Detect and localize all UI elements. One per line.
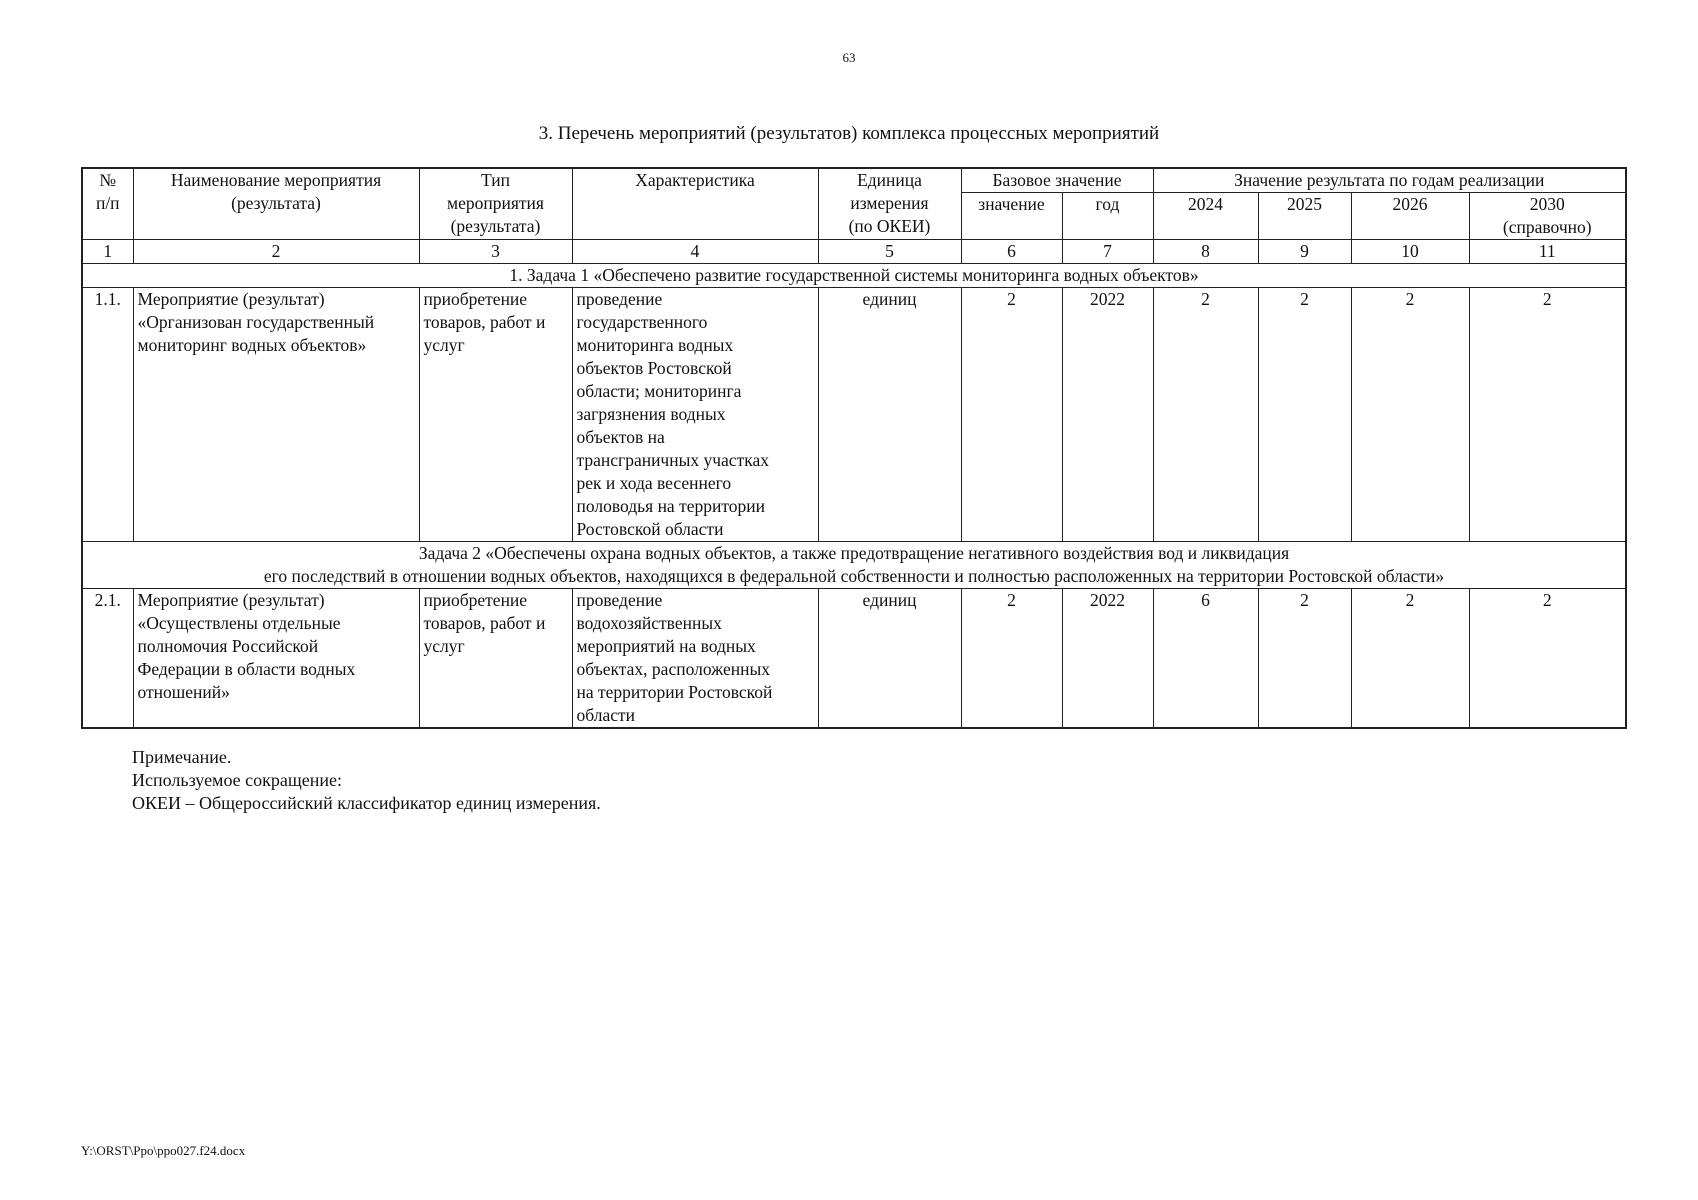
note-abbreviation-label: Используемое сокращение: bbox=[132, 770, 342, 790]
table-row bbox=[82, 288, 1626, 542]
header-unit: Единица измерения (по ОКЕИ) bbox=[818, 168, 961, 240]
table-row bbox=[82, 589, 1626, 729]
header-year-2030: 2030 (справочно) bbox=[1469, 193, 1626, 240]
row-value-2024: 2 bbox=[1153, 288, 1258, 542]
row-value-2026: 2 bbox=[1351, 589, 1469, 729]
task-1-row bbox=[82, 264, 1626, 288]
header-year-2024: 2024 bbox=[1153, 193, 1258, 240]
row-unit: единиц bbox=[818, 288, 961, 542]
column-number: 10 bbox=[1351, 240, 1469, 264]
row-characteristic: проведение государственного мониторинга водных объектов Ростовской области; мониторинга загрязнения водных объектов на трансграничных участках рек и хода весеннего половодья на территории Ростовской области bbox=[572, 288, 818, 542]
column-number: 8 bbox=[1153, 240, 1258, 264]
page-number: 63 bbox=[842, 50, 856, 65]
row-value-2025: 2 bbox=[1258, 589, 1351, 729]
header-year-2026: 2026 bbox=[1351, 193, 1469, 240]
row-base-year: 2022 bbox=[1062, 288, 1153, 542]
header-base-value: значение bbox=[961, 193, 1062, 240]
row-value-2026: 2 bbox=[1351, 288, 1469, 542]
task-2-row bbox=[82, 542, 1626, 589]
column-number: 5 bbox=[818, 240, 961, 264]
row-value-2025: 2 bbox=[1258, 288, 1351, 542]
column-numbers-row bbox=[82, 240, 1626, 264]
header-base-group: Базовое значение bbox=[961, 168, 1153, 193]
header-characteristic: Характеристика bbox=[572, 168, 818, 240]
row-value-2024: 6 bbox=[1153, 589, 1258, 729]
row-base-value: 2 bbox=[961, 589, 1062, 729]
column-number: 4 bbox=[572, 240, 818, 264]
row-base-value: 2 bbox=[961, 288, 1062, 542]
header-row-1 bbox=[82, 168, 1626, 193]
row-unit: единиц bbox=[818, 589, 961, 729]
header-num: № п/п bbox=[82, 168, 133, 240]
header-year-2025: 2025 bbox=[1258, 193, 1351, 240]
task-2-heading: Задача 2 «Обеспечены охрана водных объектов, а также предотвращение негативного воздействия вод и ликвидация его последствий в отношении водных объектов, находящихся в федеральной собственности и полностью расположенных на территории Ростовской области» bbox=[82, 542, 1626, 589]
task-1-heading: 1. Задача 1 «Обеспечено развитие государственной системы мониторинга водных объектов» bbox=[82, 264, 1626, 288]
row-value-2030: 2 bbox=[1469, 589, 1626, 729]
column-number: 2 bbox=[133, 240, 419, 264]
column-number: 6 bbox=[961, 240, 1062, 264]
header-base-year: год bbox=[1062, 193, 1153, 240]
column-number: 1 bbox=[82, 240, 133, 264]
column-number: 9 bbox=[1258, 240, 1351, 264]
document-title: 3. Перечень мероприятий (результатов) комплекса процессных мероприятий bbox=[538, 123, 1160, 144]
row-num: 2.1. bbox=[82, 589, 133, 729]
column-number: 11 bbox=[1469, 240, 1626, 264]
footer-file-path: Y:\ORST\Ppo\ppo027.f24.docx bbox=[81, 1143, 246, 1158]
header-type: Тип мероприятия (результата) bbox=[419, 168, 572, 240]
row-type: приобретение товаров, работ и услуг bbox=[419, 589, 572, 729]
row-name: Мероприятие (результат) «Осуществлены отдельные полномочия Российской Федерации в области водных отношений» bbox=[133, 589, 419, 729]
note-heading: Примечание. bbox=[132, 747, 232, 767]
row-base-year: 2022 bbox=[1062, 589, 1153, 729]
header-name: Наименование мероприятия (результата) bbox=[133, 168, 419, 240]
header-result-group: Значение результата по годам реализации bbox=[1153, 168, 1626, 193]
measures-table bbox=[81, 167, 1627, 729]
column-number: 3 bbox=[419, 240, 572, 264]
row-name: Мероприятие (результат) «Организован государственный мониторинг водных объектов» bbox=[133, 288, 419, 542]
row-type: приобретение товаров, работ и услуг bbox=[419, 288, 572, 542]
note-abbreviation-okei: ОКЕИ – Общероссийский классификатор единиц измерения. bbox=[132, 793, 601, 813]
column-number: 7 bbox=[1062, 240, 1153, 264]
row-characteristic: проведение водохозяйственных мероприятий на водных объектах, расположенных на территории Ростовской области bbox=[572, 589, 818, 729]
row-value-2030: 2 bbox=[1469, 288, 1626, 542]
row-num: 1.1. bbox=[82, 288, 133, 542]
note-block bbox=[132, 746, 601, 815]
